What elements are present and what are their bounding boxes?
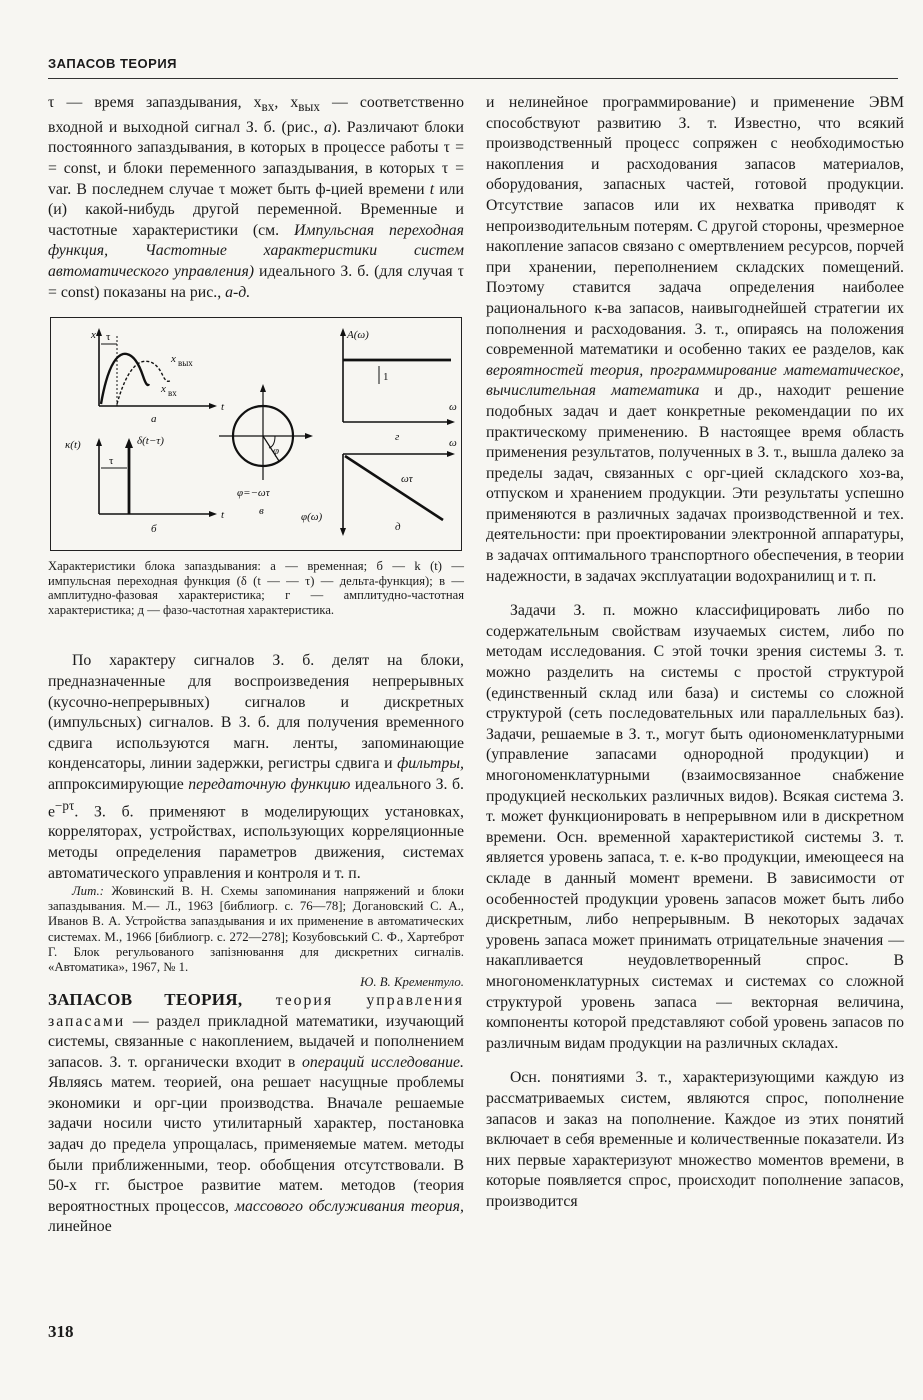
running-title: ЗАПАСОВ ТЕОРИЯ [48,56,178,71]
paragraph-definition: τ — время запаздывания, $x_{вх}$, $x_{вых}$ — соответственно входной и выходной сигнал З. б. (рис., а). Различают блоки постоянного запаздывания, в которых в процессе работы τ = = const, и блоки переменного запаздывания, в которых τ = var. В последнем случае τ может быть ф-цией времени t или (и) какой-нибудь другой переменной. Временные и частотные характеристики (см. Импульсная переходная функция, Частотные характеристики систем автоматического управления) идеального З. б. (для случая τ = const) показаны на рис., а-д. [48,94,464,301]
paragraph-classification: Задачи З. п. можно классифицировать либо по содержательным свойствам изучаемых систем, либо по методам исследования. С этой точки зрения системы З. т. можно разделить на системы с простой структурой (единственный склад или база) и системы со сложной структурой (сеть последовательных или параллельных баз). Задачи, решаемые в З. т., могут быть одиономенклатурными (управление запасами однородной продукции) и многономенклатурными (взаимосвязанное снабжение продукцией нескольких различных видов). Всякая система З. т. может функционировать в непрерывном или в дискретном времени. Осн. временной характеристикой системы З. т. является уровень запаса, т. е. к-во продукции, имеющееся на складе в данный момент времени. В зависимости от особенностей продукции уровень запасов может быть либо дискретным, либо непрерывным. В некоторых задачах уровень запаса может принимать отрицательные значения — накапливается неудовлетворенный спрос. В многономенклатурных системах и системах со сложной структурой уровень запаса — векторная величина, компоненты которой представляют собой уровень запасов по различным видам продукции на различных складах. [486,602,904,1052]
left-column [48,93,464,1238]
panel-b-k-label: κ(t) [65,439,81,452]
panel-a-xout-label: x [171,353,176,366]
svg-text:φ: φ [273,445,280,458]
panel-a-tau-label: τ [106,331,111,344]
panel-a-xin-label: x [161,383,166,396]
svg-text:1: 1 [383,371,389,384]
panel-g-amplitude [340,328,457,443]
svg-text:вых: вых [178,358,193,369]
svg-text:вх: вх [168,388,177,399]
panel-d-label: д [395,521,401,534]
delay-block-figure [50,317,462,551]
figure-svg [51,318,461,550]
header-rule [48,78,898,79]
panel-v-label: в [259,505,264,518]
panel-a-time-response [90,328,225,425]
literature-list: Лит.: Жовинский В. Н. Схемы запоминания напряжений и блоки запаздывания. М.— Л., 1963 [библиогр. с. 76—78]; Догановский С. А., Иванов В. А. Устройства запаздывания и их применение в автоматических системах. М., 1966 [библиогр. с. 272—278]; Козубовський С. Ф., Хартеброт Г. Блок регульованого запізнювання для дискретних сигналів. «Автоматика», 1967, № 1. [48,884,464,974]
panel-a-x-label: x [91,329,96,342]
svg-text:t: t [221,509,225,522]
panel-d-phase [301,437,457,536]
paragraph-signals: По характеру сигналов З. б. делят на блоки, предназначенные для воспроизведения непрерывных (кусочно-непрерывных) сигналов и дискретных (импульсных) сигналов. В З. б. для получения временного сдвига используются магн. ленты, запоминающие конденсаторы, линии задержки, регистры сдвига и фильтры, аппроксимирующие передаточную функцию идеального З. б. $e^{-p\tau}$. З. б. применяют в моделирующих установках, корреляторах, устройствах, использующих корреляционные методы определения параметров движения, системах автоматического управления и контроля и т. п. [48,652,464,882]
paragraph-continuation: и нелинейное программирование) и применение ЭВМ способствуют развитию З. т. Известно, что всякий производственный процесс сопряжен с необходимостью накопления и расходования запасов материалов, оборудования, запасных частей, готовой продукции. Отсутствие запасов или их нехватка приводят к непроизводительным потерям. С другой стороны, чрезмерное накопление запасов связано с омертвлением ресурсов, порчей при хранении, переполнением складских помещений. Поэтому ставится задача определения наиболее рационального к-ва запасов, наивыгоднейшей стратегии их пополнения и расходования. З. т., опираясь на положения современной математики и особенно таких ее разделов, как вероятностей теория, программирование математическое, вычислительная математика и др., находит решение подобных задач и дает конкретные рекомендации по их практическому применению. В настоящее время область применения результатов, полученных в З. т., вышла далеко за пределы задач, связанных с орг-цией складского хоз-ва, отпуском и хранением продукции. Эти результаты успешно применяются в различных задачах производственной и тех. деятельности: при проектировании электронной аппаратуры, в задачах оптимального транспортного обеспечения, в теории надежности, в задачах эксплуатации водохранилищ и т. п. [486,94,904,585]
literature-author: Ю. В. Крементуло. [360,974,464,989]
panel-b-delta-label: δ(t−τ) [137,435,164,448]
panel-g-A-label: A(ω) [347,329,369,342]
svg-text:t: t [221,401,225,414]
paragraph-concepts: Осн. понятиями З. т., характеризующими каждую из рассматриваемых систем, являются спрос, пополнение запасов и заказ на пополнение. Каждое из этих понятий включает в себя временные и количественные показатели. Из них первые характеризуют множество моментов времени, в которые появляется спрос, происходит пополнение запасов, производится [486,1069,904,1210]
panel-d-phase-line [345,456,443,520]
svg-text:ω: ω [449,401,457,414]
entry-zapasov-teoriya: ЗАПАСОВ ТЕОРИЯ, теория управления запасами — раздел прикладной математики, изучающий системы, связанные с накоплением, выдачей и пополнением запасов. З. т. органически входит в операций исследование. Являясь матем. теорией, она решает насущные проблемы экономики и орг-ции производства. Вначале решаемые задачи носили чисто утилитарный характер, постановка задач до предела упрощалась, применяемые матем. методы были приближенными, теор. обобщения отсутствовали. В 50-х гг. быстрое развитие матем. методов (теория вероятностных процессов, массового обслуживания теория, линейное [48,989,464,1236]
svg-text:ωτ: ωτ [401,473,413,486]
page-number: 318 [48,1322,74,1341]
panel-v-phase-circle [219,384,313,517]
panel-d-phi-label: φ(ω) [301,511,323,524]
panel-v-equation: φ=−ωτ [237,487,270,500]
svg-text:τ: τ [109,455,114,468]
right-column [486,93,904,1212]
panel-b-impulse-response [65,435,225,535]
panel-g-label: г [395,431,400,444]
panel-a-label: а [151,413,157,426]
panel-b-label: б [151,523,157,536]
figure-caption: Характеристики блока запаздывания: а — временная; б — k (t) — импульсная переходная функция (δ (t — — τ) — дельта-функция); в — амплитудно-фазовая характеристика; г — амплитудно-частотная характеристика; д — фазо-частотная характеристика. [48,559,464,617]
svg-text:ω: ω [449,437,457,450]
